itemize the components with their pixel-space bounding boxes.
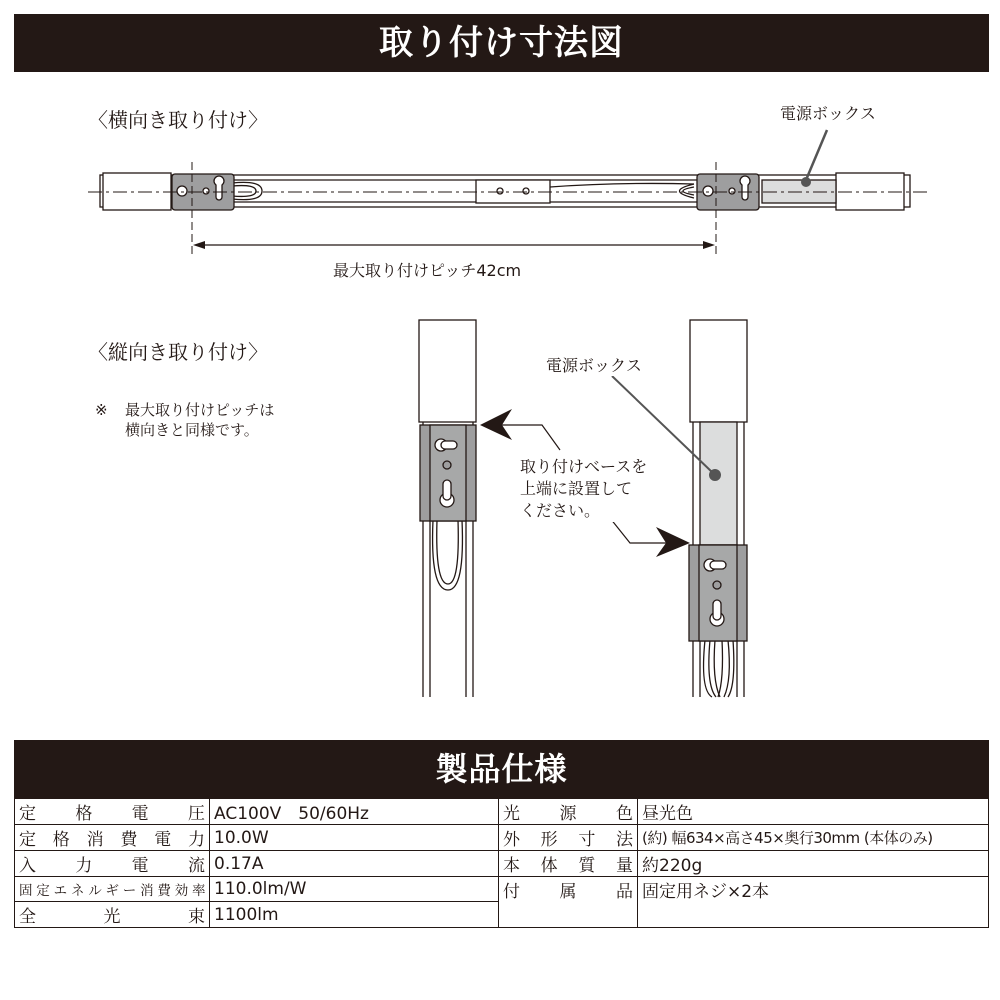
table-row <box>15 877 989 902</box>
vertical-power-box-label: 電源ボックス <box>546 353 642 376</box>
spec-key: 光源色 <box>499 799 638 825</box>
table-row <box>15 851 989 877</box>
page-title: 取り付け寸法図 <box>379 23 624 63</box>
spec-key: 固定エネルギー消費効率 <box>15 877 210 902</box>
instruction-line1: 取り付けベースを <box>520 457 648 476</box>
table-row <box>15 825 989 851</box>
spec-value: 1100lm <box>210 902 499 928</box>
spec-key: 全光束 <box>15 902 210 928</box>
spec-value: 110.0lm/W <box>210 877 499 902</box>
pitch-label: 最大取り付けピッチ42cm <box>333 261 522 280</box>
instruction-line3: ください。 <box>520 501 601 520</box>
power-box-marker <box>801 177 811 187</box>
table-row <box>15 799 989 825</box>
horizontal-heading: 〈横向き取り付け〉 <box>88 108 268 132</box>
vertical-note-mark: ※ <box>95 401 108 419</box>
vertical-fixture-left <box>419 320 476 697</box>
vertical-heading: 〈縦向き取り付け〉 <box>88 340 268 364</box>
spec-value: 0.17A <box>210 851 499 877</box>
spec-key: 定格電圧 <box>15 799 210 825</box>
vertical-fixture-right <box>689 320 747 697</box>
vertical-note <box>125 400 274 440</box>
horizontal-power-box-label: 電源ボックス <box>780 104 876 123</box>
instruction-line2: 上端に設置して <box>520 479 633 498</box>
spec-value: AC100V 50/60Hz <box>210 799 499 825</box>
arrow-to-right-bracket <box>656 527 690 557</box>
spec-value: 約220g <box>638 851 989 877</box>
vertical-note-line1: 最大取り付けピッチは <box>125 401 275 419</box>
spec-title-banner <box>14 740 989 798</box>
spec-table <box>14 798 989 928</box>
spec-key: 付属品 <box>499 877 638 928</box>
spec-value: (約) 幅634×高さ45×奥行30mm (本体のみ) <box>638 825 989 851</box>
mounting-instruction <box>520 456 647 522</box>
spec-key: 定格消費電力 <box>15 825 210 851</box>
spec-value: 10.0W <box>210 825 499 851</box>
spec-value: 昼光色 <box>638 799 989 825</box>
spec-value: 固定用ネジ×2本 <box>638 877 989 928</box>
spec-title: 製品仕様 <box>435 750 568 788</box>
spec-key: 外形寸法 <box>499 825 638 851</box>
spec-key: 入力電流 <box>15 851 210 877</box>
spec-key: 本体質量 <box>499 851 638 877</box>
vertical-note-line2: 横向きと同様です。 <box>125 421 259 439</box>
